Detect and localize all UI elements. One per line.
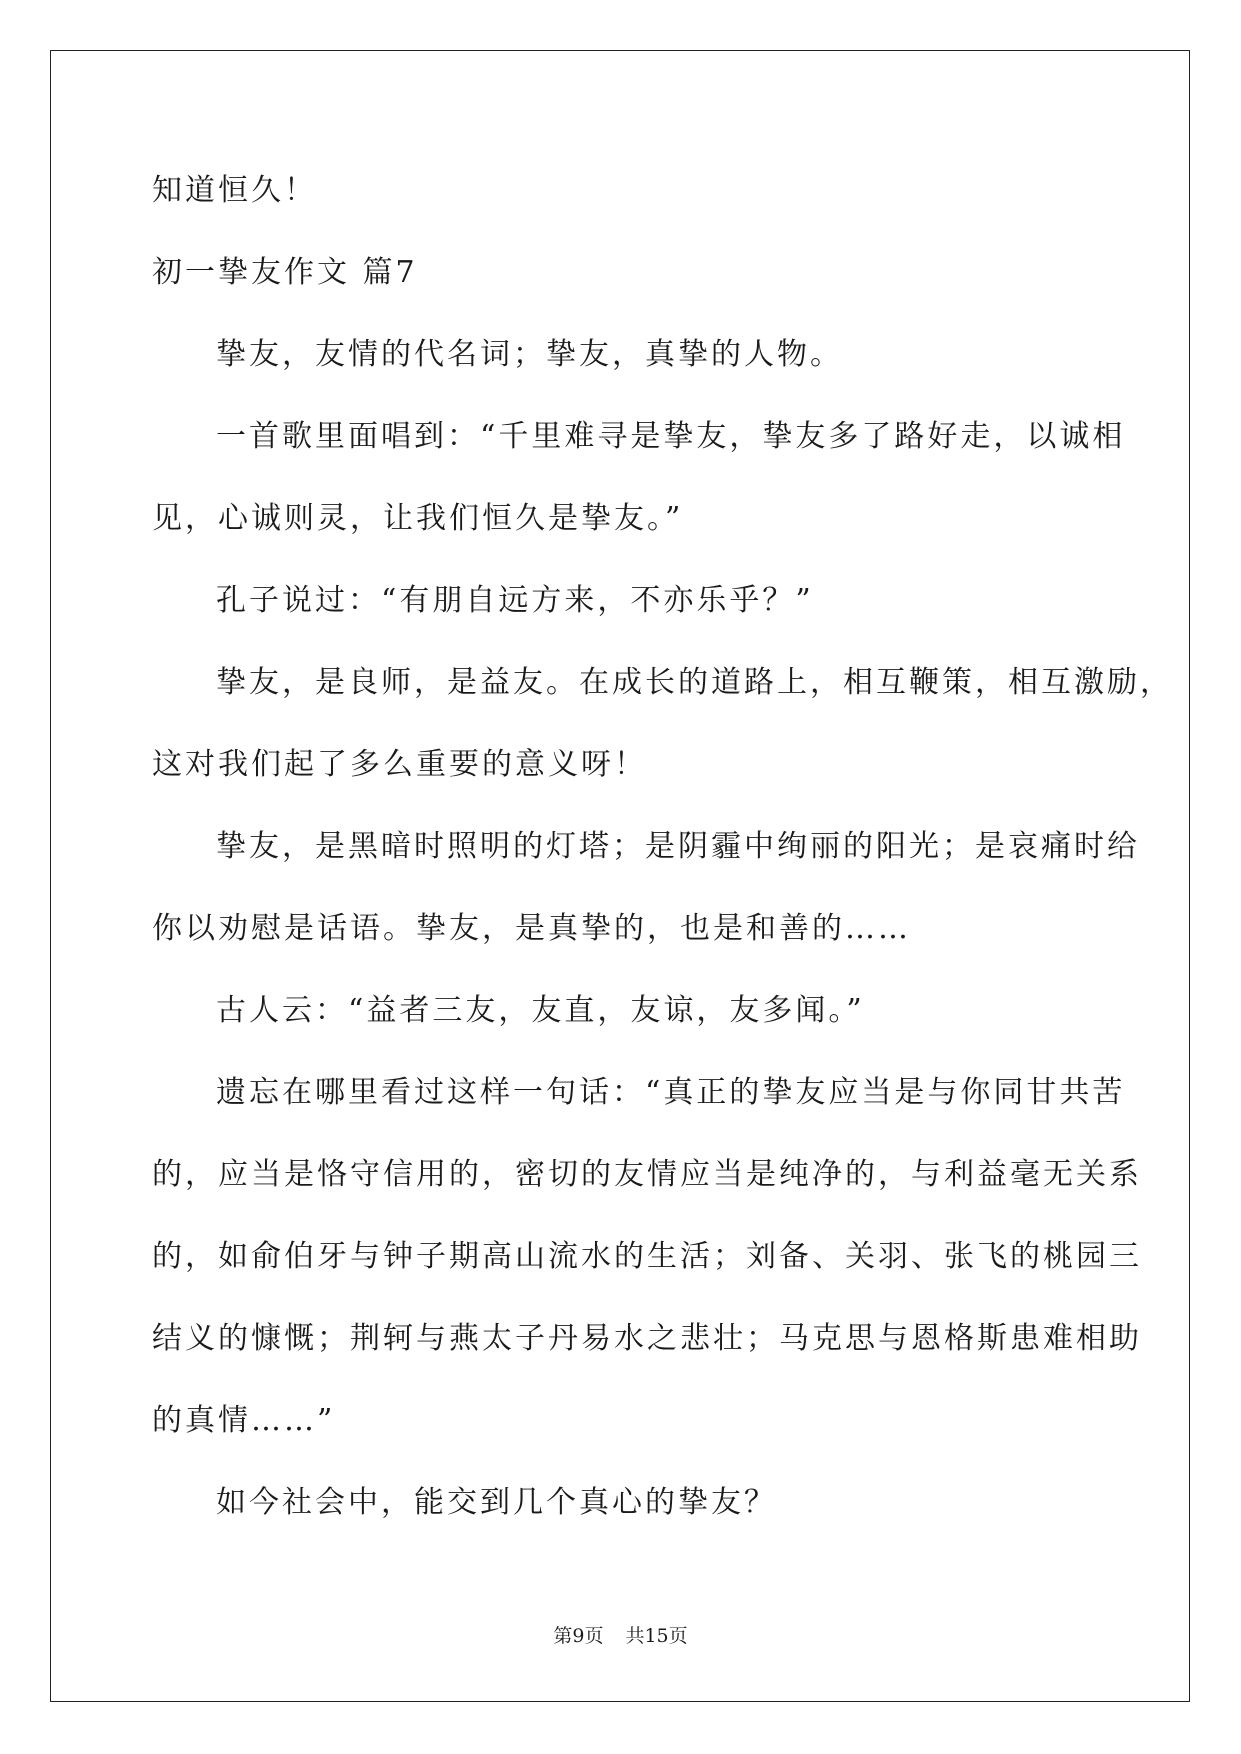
text-line: 一首歌里面唱到：“千里难寻是挚友，挚友多了路好走，以诚相 [216, 419, 1126, 454]
text-line: 结义的慷慨；荆轲与燕太子丹易水之悲壮；马克思与恩格斯患难相助 [152, 1321, 1142, 1356]
text-line: 如今社会中，能交到几个真心的挚友？ [216, 1485, 777, 1520]
text-line: 这对我们起了多么重要的意义呀！ [152, 747, 647, 782]
text-line: 挚友，是良师，是益友。在成长的道路上，相互鞭策，相互激励， [216, 665, 1173, 700]
page-number-current: 第9页 [553, 1625, 604, 1647]
text-line: 遗忘在哪里看过这样一句话：“真正的挚友应当是与你同甘共苦 [216, 1075, 1126, 1110]
text-line: 的，如俞伯牙与钟子期高山流水的生活；刘备、关羽、张飞的桃园三 [152, 1239, 1142, 1274]
page-footer [0, 1621, 1241, 1648]
document-body [152, 162, 1173, 1556]
section-heading: 初一挚友作文 篇7 [152, 255, 418, 290]
text-line: 挚友，友情的代名词；挚友，真挚的人物。 [216, 337, 843, 372]
text-line: 挚友，是黑暗时照明的灯塔；是阴霾中绚丽的阳光；是哀痛时给 [216, 829, 1140, 864]
text-line: 见，心诚则灵，让我们恒久是挚友。” [152, 501, 684, 536]
page-number-total: 共15页 [625, 1625, 688, 1647]
text-line: 你以劝慰是话语。挚友，是真挚的，也是和善的…… [152, 911, 911, 946]
text-line: 的真情……” [152, 1403, 336, 1438]
text-line: 的，应当是恪守信用的，密切的友情应当是纯净的，与利益毫无关系 [152, 1157, 1142, 1192]
text-line: 孔子说过：“有朋自远方来，不亦乐乎？” [216, 583, 814, 618]
text-line: 知道恒久！ [152, 173, 317, 208]
text-line: 古人云：“益者三友，友直，友谅，友多闻。” [216, 993, 865, 1028]
